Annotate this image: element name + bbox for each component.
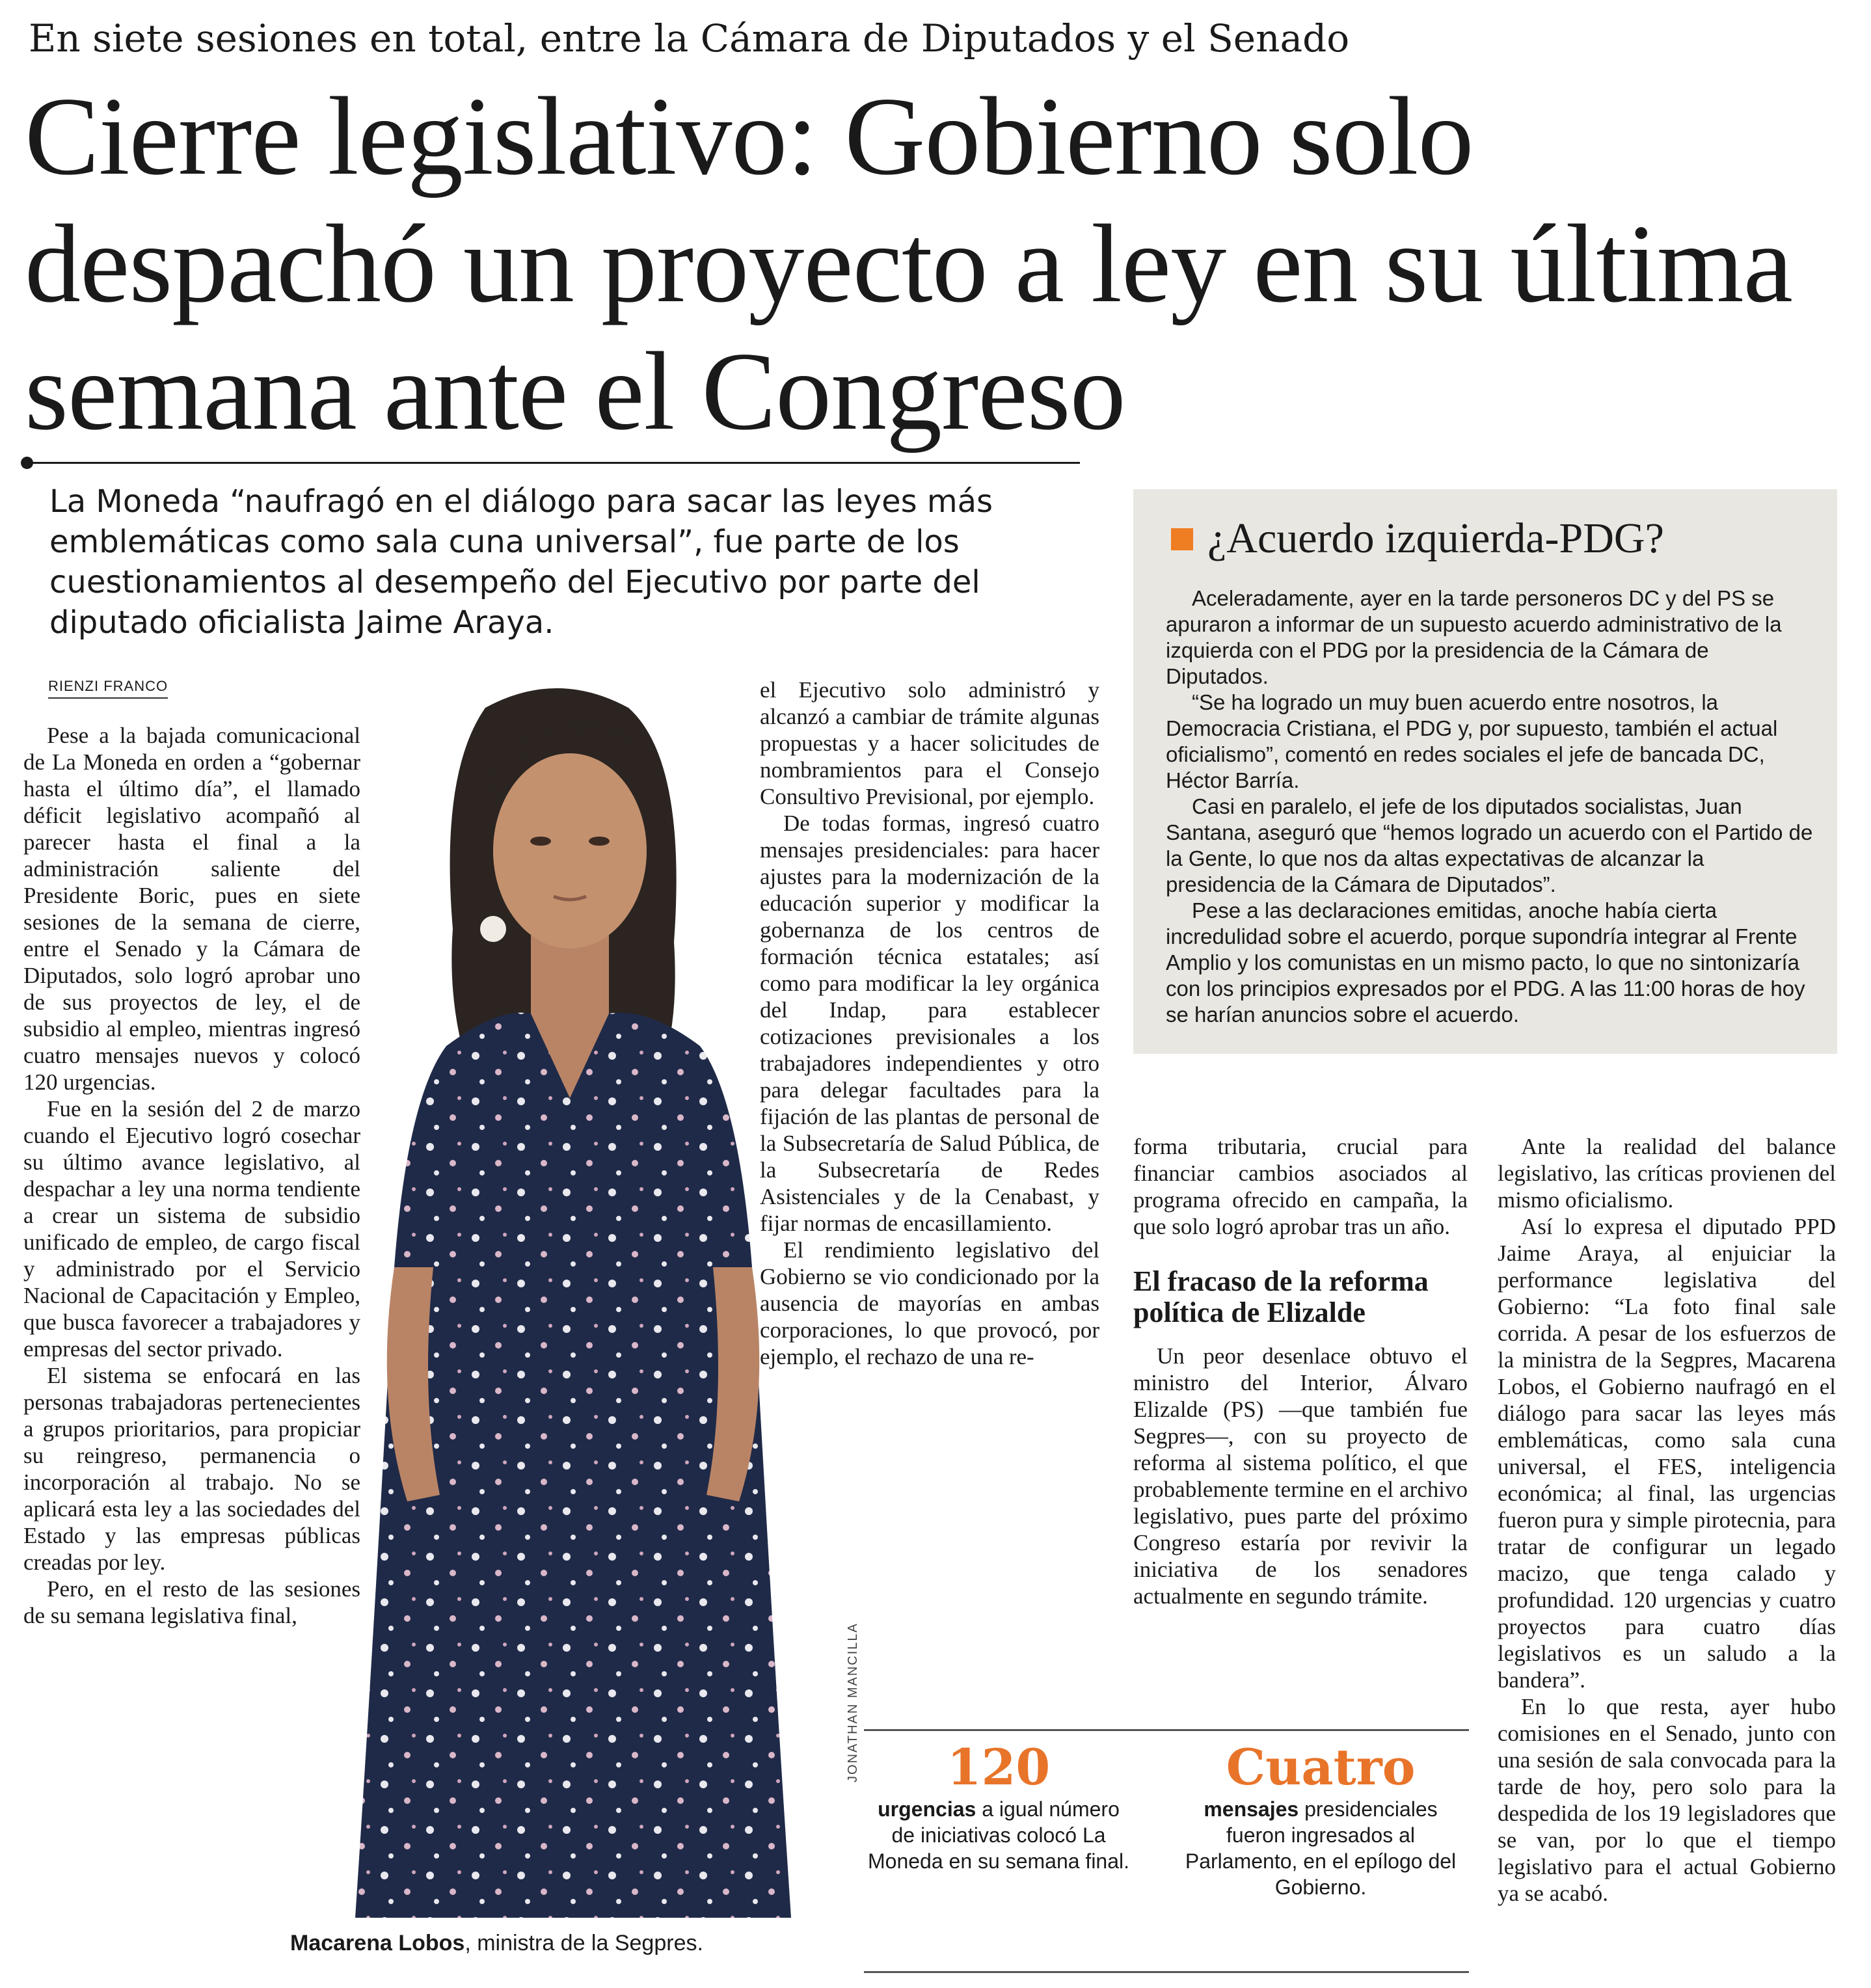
photo-caption [290,1931,703,1956]
paragraph: El sistema se enfocará en las personas trabajadoras pertenecientes a grupos prioritarios, para propiciar su reingreso, permanencia o incorporación al trabajo. No se aplicará esta ley a las sociedades del Estado y las empresas públicas creadas por ley. [23,1363,360,1575]
paragraph: De todas formas, ingresó cuatro mensajes presidenciales: para hacer ajustes para la modernización de la educación superior y modificar la gobernanza de los centros de formación técnica estatales; así como para modificar la ley orgánica del Indap, para establecer cotizaciones previsionales a los trabajadores independientes y otro para delegar facultades para la fijación de las plantas de personal de la Subsecretaría de Salud Pública, de la Subsecretaría de Redes Asistenciales y de la Cenabast, y fijar normas de encasillamiento. [760,811,1099,1236]
subheading: El fracaso de la reforma política de Elizalde [1133,1265,1429,1328]
paragraph: En lo que resta, ayer hubo comisiones en el Senado, junto con una sesión de sala convocada para la tarde de hoy, pero solo para la despedida de los 19 legisladores que se van, por lo que el tiempo legislativo para el actual Gobierno ya se acabó. [1498,1694,1836,1906]
stat-number: Cuatro [1226,1738,1416,1796]
article-column-2 [760,677,1099,1370]
stat-number: 120 [947,1738,1051,1796]
paragraph: forma tributaria, crucial para financiar cambios asociados al programa ofrecido en campaña, la que solo logró aprobar tras un año. [1133,1134,1468,1239]
stats-rule-top [864,1729,1469,1731]
photo-credit: JONATHAN MANCILLA [846,1622,860,1782]
stat-description [865,1796,1132,1874]
article-column-3 [1133,1133,1468,1609]
sidebar-body [1166,585,1816,1028]
stat-bold: urgencias [878,1797,976,1821]
paragraph: Pero, en el resto de las sesiones de su semana legislativa final, [23,1576,360,1628]
sidebar-paragraph: “Se ha logrado un muy buen acuerdo entre nosotros, la Democracia Cristiana, el PDG y, por supuesto, también el actual oficialismo”, comentó en redes sociales el jefe de bancada DC, Héctor Barría. [1166,690,1778,792]
woman-portrait-illustration [284,682,828,1918]
stat-rest: a igual número de iniciativas colocó La Moneda en su semana final. [867,1797,1130,1873]
paragraph: Así lo expresa el diputado PPD Jaime Araya, al enjuiciar la performance legislativa del Gobierno: “La foto final sale corrida. A pesar de los esfuerzos de la ministra de la Segpres, Macarena Lobos, el Gobierno naufragó en el diálogo para sacar las leyes más emblemáticas, como sala cuna universal, el FES, inteligencia económica; al final, las urgencias fueron pura y simple pirotecnia, para tratar de configurar un legado macizo, que tenga calado y profundidad. 120 urgencias y cuatro proyectos para cuatro días legislativos es un saludo a la bandera”. [1498,1214,1836,1693]
caption-name: Macarena Lobos [290,1931,465,1955]
bullet-dot [21,457,33,469]
stat-mensajes [1184,1738,1457,1900]
sidebar-title: ¿Acuerdo izquierda-PDG? [1207,515,1664,562]
section-rule [26,462,1080,464]
stats-rule-bottom [864,1971,1469,1973]
stat-rest: presidenciales fueron ingresados al Parlamento, en el epílogo del Gobierno. [1185,1797,1457,1899]
paragraph: Fue en la sesión del 2 de marzo cuando el Ejecutivo logró cosechar su último avance legislativo, al despachar a ley una norma tendiente a crear un sistema de subsidio unificado de empleo, de cargo fiscal y administrado por el Servicio Nacional de Capacitación y Empleo, que busca favorecer a trabajadores y empresas del sector privado. [23,1096,360,1362]
orange-square-icon [1171,528,1193,550]
portrait-photo [284,682,828,1918]
stat-urgencias [865,1738,1132,1874]
headline: Cierre legislativo: Gobierno solo despachó un proyecto a ley en su última semana ante el Congreso [25,75,1792,453]
byline: RIENZI FRANCO [48,678,168,699]
sidebar-paragraph: Casi en paralelo, el jefe de los diputados socialistas, Juan Santana, aseguró que “hemos logrado un acuerdo con el Partido de la Gente, lo que nos da altas expectativas de alcanzar la presidencia de la Cámara de Diputados”. [1166,794,1813,896]
stat-description [1184,1796,1457,1900]
stat-bold: mensajes [1204,1797,1299,1821]
paragraph: El rendimiento legislativo del Gobierno se vio condicionado por la ausencia de mayorías en ambas corporaciones, lo que provocó, por ejemplo, el rechazo de una re- [760,1237,1099,1369]
kicker: En siete sesiones en total, entre la Cámara de Diputados y el Senado [29,16,1350,60]
paragraph: Un peor desenlace obtuvo el ministro del Interior, Álvaro Elizalde (PS) —que también fue Segpres—, con su proyecto de reforma al sistema político, el que probablemente termine en el archivo legislativo, pues parte del próximo Congreso estaría por revivir la iniciativa de los senadores actualmente en segundo trámite. [1133,1343,1468,1609]
paragraph: el Ejecutivo solo administró y alcanzó a cambiar de trámite algunas propuestas y a hacer solicitudes de nombramientos para el Consejo Consultivo Previsional, por ejemplo. [760,677,1099,809]
deck: La Moneda “naufragó en el diálogo para sacar las leyes más emblemáticas como sala cuna universal”, fue parte de los cuestionamientos al desempeño del Ejecutivo por parte del diputado oficialista Jaime Araya. [49,483,993,641]
caption-text: , ministra de la Segpres. [464,1931,703,1955]
paragraph: Pese a la bajada comunicacional de La Moneda en orden a “gobernar hasta el último día”, el llamado déficit legislativo acompañó al parecer hasta el final a la administración saliente del Presidente Boric, pues en siete sesiones de la semana de cierre, entre el Senado y la Cámara de Diputados, solo logró aprobar uno de sus proyectos de ley, el de subsidio al empleo, mientras ingresó cuatro mensajes nuevos y colocó 120 urgencias. [23,723,360,1095]
article-column-4 [1498,1133,1836,1907]
paragraph: Ante la realidad del balance legislativo, las críticas provienen del mismo oficialismo. [1498,1134,1836,1213]
sidebar-paragraph: Aceleradamente, ayer en la tarde personeros DC y del PS se apuraron a informar de un supuesto acuerdo administrativo de la izquierda con el PDG por la presidencia de la Cámara de Diputados. [1166,586,1782,688]
sidebar-paragraph: Pese a las declaraciones emitidas, anoche había cierta incredulidad sobre el acuerdo, porque supondría integrar al Frente Amplio y los comunistas en un mismo pacto, lo que no sintonizaría con los principios expresados por el PDG. A las 11:00 horas de hoy se harían anuncios sobre el acuerdo. [1166,898,1805,1027]
